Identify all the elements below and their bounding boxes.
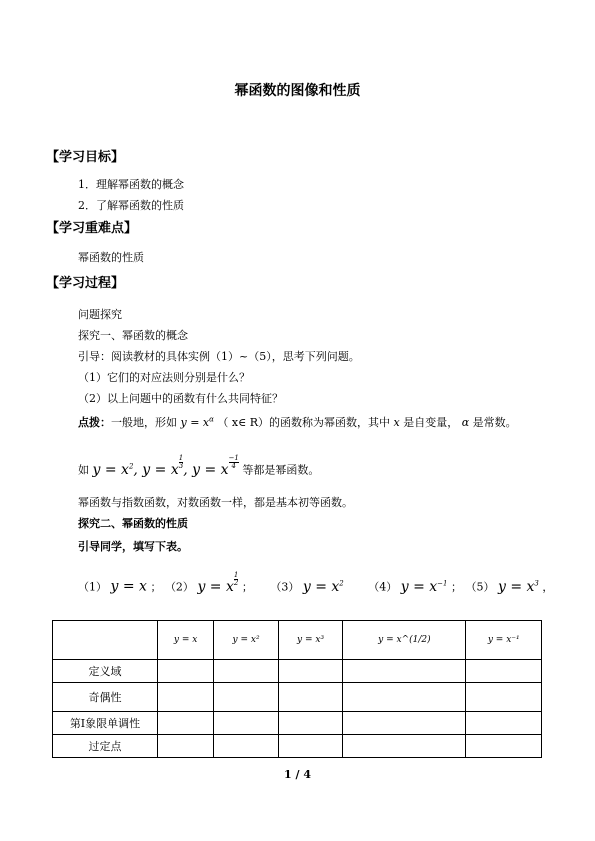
hint-alpha: α — [461, 416, 470, 429]
table-header-cell: y = x^(1/2) — [343, 621, 466, 660]
table-cell — [214, 712, 279, 735]
line-explore-2: 探究二、幂函数的性质 — [78, 517, 188, 530]
function-2: y = x $\frac{1}{2}$ — [197, 571, 239, 595]
table-cell — [466, 660, 542, 683]
separator: ； — [150, 580, 162, 594]
table-cell — [158, 683, 214, 712]
function-1: y = x — [110, 578, 147, 595]
table-cell — [278, 735, 343, 758]
function-list — [78, 572, 553, 595]
examples-formula: $y = x^2$, y = x $\frac{1}{3}$ , y = x $\frac{-1}{4}$ — [92, 454, 239, 478]
table-cell — [343, 683, 466, 712]
table-cell — [158, 712, 214, 735]
table-row — [53, 712, 542, 735]
function-2-label: （2） — [164, 580, 194, 594]
hint-text-c: 是自变量， — [403, 416, 459, 429]
table-cell — [466, 735, 542, 758]
function-4: $y = x^{-1}$ — [400, 578, 448, 595]
line-question-1: （1）它们的对应法则分别是什么？ — [78, 371, 250, 384]
hint-line — [78, 414, 517, 430]
table-row — [53, 683, 542, 712]
key-heading: 【学习重难点】 — [46, 221, 138, 236]
examples-prefix: 如 — [78, 463, 89, 477]
row-label: 第Ⅰ象限单调性 — [53, 712, 158, 735]
table-cell — [343, 660, 466, 683]
row-label: 定义域 — [53, 660, 158, 683]
hint-text-d: 是常数。 — [472, 416, 517, 429]
table-cell — [466, 683, 542, 712]
hint-formula: y = x — [180, 416, 210, 429]
page-title: 幂函数的图像和性质 — [234, 83, 361, 99]
properties-table — [52, 620, 542, 758]
function-1-label: （1） — [78, 580, 107, 594]
table-cell — [343, 735, 466, 758]
examples-suffix: 等都是幂函数。 — [242, 463, 320, 477]
function-5-label: （5） — [465, 580, 495, 594]
table-cell — [278, 660, 343, 683]
comma: ， — [542, 580, 554, 594]
function-3-label: （3） — [270, 580, 300, 594]
row-label: 过定点 — [53, 735, 158, 758]
table-cell — [158, 660, 214, 683]
page-number: 1 / 4 — [284, 768, 311, 781]
key-text: 幂函数的性质 — [78, 251, 144, 264]
line-basic-functions: 幂函数与指数函数，对数函数一样，都是基本初等函数。 — [78, 496, 353, 509]
goal-2: 2．了解幂函数的性质 — [78, 199, 184, 212]
table-header-cell: y = x — [158, 621, 214, 660]
line-explore-1: 探究一、幂函数的概念 — [78, 329, 188, 342]
row-label: 奇偶性 — [53, 683, 158, 712]
hint-text-a: 一般地，形如 — [111, 416, 177, 429]
goal-1: 1．理解幂函数的概念 — [78, 178, 184, 191]
separator: ； — [450, 580, 462, 594]
table-row — [53, 735, 542, 758]
table-header-row — [53, 621, 542, 660]
table-cell — [214, 735, 279, 758]
examples-line — [78, 455, 319, 478]
line-explore: 问题探究 — [78, 308, 122, 321]
table-cell — [158, 735, 214, 758]
hint-label: 点拨： — [78, 416, 111, 429]
table-cell — [278, 712, 343, 735]
table-cell — [466, 712, 542, 735]
table-cell — [214, 683, 279, 712]
goals-heading: 【学习目标】 — [46, 150, 125, 165]
table-header-cell: y = x³ — [278, 621, 343, 660]
table-header-cell: y = x⁻¹ — [466, 621, 542, 660]
table-cell — [278, 683, 343, 712]
line-question-2: （2）以上问题中的函数有什么共同特征？ — [78, 392, 283, 405]
function-5: $y = x^3$ — [497, 578, 539, 595]
hint-variable: x — [393, 416, 400, 429]
function-4-label: （4） — [368, 580, 398, 594]
hint-exponent: α — [209, 415, 214, 424]
line-fill-table: 引导同学，填写下表。 — [78, 540, 188, 553]
table-row — [53, 660, 542, 683]
process-heading: 【学习过程】 — [46, 276, 125, 291]
separator: ； — [241, 580, 253, 594]
hint-text-b: （ x∈ R）的函数称为幂函数，其中 — [217, 416, 390, 429]
function-3: $y = x^2$ — [302, 578, 344, 595]
table-header-cell — [53, 621, 158, 660]
table-cell — [343, 712, 466, 735]
table-cell — [214, 660, 279, 683]
table-header-cell: y = x² — [214, 621, 279, 660]
line-guide: 引导：阅读教材的具体实例（1）~（5），思考下列问题。 — [78, 350, 360, 363]
